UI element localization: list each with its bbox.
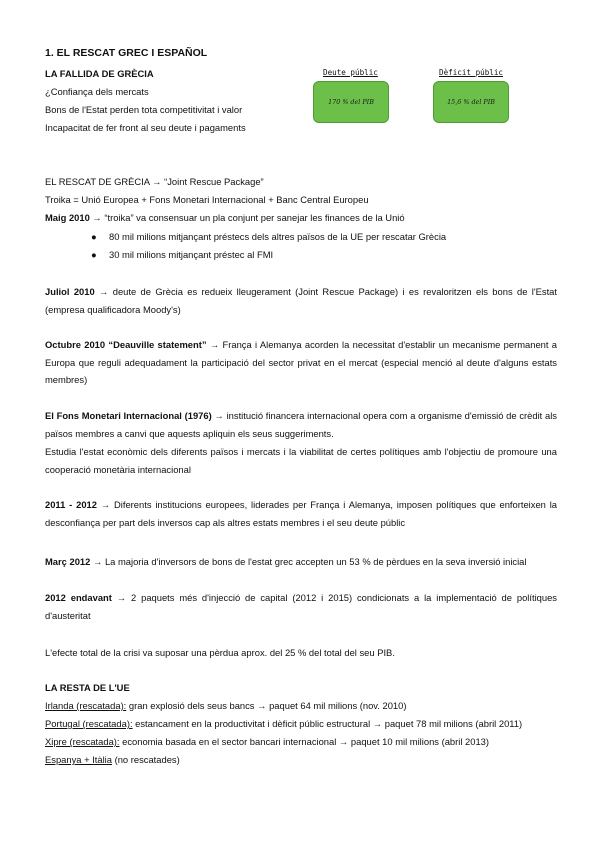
efecte-line: L'efecte total de la crisi va suposar una pèrdua aprox. del 25 % del total del seu PIB.	[45, 647, 395, 658]
bullet-item-2: 30 mil milions mitjançant préstec al FMI	[109, 249, 274, 260]
juliol-paragraph	[45, 283, 557, 318]
fmi-name: El Fons Monetari Internacional (1976)	[45, 410, 212, 421]
country-text: estancament en la productivitat i dèficit públic estructural → paquet 78 mil milions (abril 2011)	[132, 718, 523, 729]
resta-item-portugal	[45, 718, 557, 729]
troika-line: Troika = Unió Europea + Fons Monetari Internacional + Banc Central Europeu	[45, 194, 369, 205]
octubre-date: Octubre 2010 “Deauville statement”	[45, 339, 207, 350]
endavant-paragraph	[45, 589, 557, 624]
p2011-paragraph	[45, 496, 557, 531]
country-text: (no rescatades)	[111, 754, 180, 765]
country-label: Irlanda (rescatada):	[45, 700, 127, 711]
endavant-text: → 2 paquets més d'injecció de capital (2012 i 2015) condicionats a la implementació de polítiques d'austeritat	[45, 592, 557, 621]
bullet-item-1: 80 mil milions mitjançant préstecs dels altres països de la UE per rescatar Grècia	[109, 231, 447, 242]
fmi-paragraph-2: Estudia l'estat econòmic dels diferents països i mercats i la viabilitat de certes polítiques amb l'objectiu de promoure una cooperació monetària internacional	[45, 446, 557, 475]
deficit-value: 15,6 % del PIB	[447, 98, 495, 106]
fallida-line-2: Bons de l'Estat perden tota competitivitat i valor	[45, 104, 243, 115]
octubre-paragraph	[45, 336, 557, 389]
section-title-resta: LA RESTA DE L'UE	[45, 682, 130, 693]
debt-badge	[313, 81, 389, 123]
debt-value: 170 % del PIB	[328, 98, 374, 106]
p2011-text: → Diferents institucions europees, liderades per França i Alemanya, imposen polítiques que enforteixen la desconfiança per part dels inversos cap als altres estats membres i el seu deute públic	[45, 499, 557, 528]
maig-text: → “troika” va consensuar un pla conjunt per sanejar les finances de la Unió	[89, 212, 405, 223]
country-label: Xipre (rescatada):	[45, 736, 120, 747]
country-text: gran explosió dels seus bancs → paquet 64 mil milions (nov. 2010)	[126, 700, 407, 711]
resta-item-irlanda	[45, 700, 557, 711]
country-text: economia basada en el sector bancari internacional → paquet 10 mil milions (abril 2013)	[119, 736, 489, 747]
debt-label: Deute públic	[323, 68, 378, 77]
deficit-label: Dèficit públic	[439, 68, 504, 77]
fallida-line-1: ¿Confiança dels mercats	[45, 86, 149, 97]
maig-date: Maig 2010	[45, 212, 90, 223]
page-title: 1. EL RESCAT GREC I ESPAÑOL	[45, 47, 208, 59]
p2011-date: 2011 - 2012	[45, 499, 97, 510]
marc-paragraph	[45, 553, 557, 571]
marc-text: → La majoria d'inversors de bons de l'estat grec accepten un 53 % de pèrdues en la seva inversió inicial	[90, 556, 527, 567]
fallida-line-3: Incapacitat de fer front al seu deute i pagaments	[45, 122, 246, 133]
bullet-icon: ●	[91, 249, 97, 260]
rescat-title: EL RESCAT DE GRÈCIA → “Joint Rescue Package”	[45, 176, 264, 187]
section-title-fallida: LA FALLIDA DE GRÈCIA	[45, 68, 154, 79]
juliol-date: Juliol 2010	[45, 286, 95, 297]
resta-item-xipre	[45, 736, 557, 747]
country-label: Portugal (rescatada):	[45, 718, 133, 729]
deficit-badge	[433, 81, 509, 123]
resta-item-espanya	[45, 754, 557, 765]
octubre-text: → França i Alemanya acorden la necessitat d'establir un mecanisme permanent a Europa que reguli adequadament la participació del sector privat en el mercat (especial menció al deute d'alguns estats membres)	[45, 339, 557, 385]
country-label: Espanya + Itàlia	[45, 754, 112, 765]
fmi-paragraph	[45, 407, 557, 442]
marc-date: Març 2012	[45, 556, 91, 567]
endavant-date: 2012 endavant	[45, 592, 112, 603]
fmi-text: → institució financera internacional opera com a organisme d'emissió de crèdit als països membres a canvi que aquests apliquin els seus suggeriments.	[45, 410, 557, 439]
juliol-text: → deute de Grècia es redueix lleugerament (Joint Rescue Package) i es revaloritzen els bons de l'Estat (empresa qualificadora Moody's)	[45, 286, 557, 315]
bullet-icon: ●	[91, 231, 97, 242]
maig-line	[45, 212, 557, 223]
